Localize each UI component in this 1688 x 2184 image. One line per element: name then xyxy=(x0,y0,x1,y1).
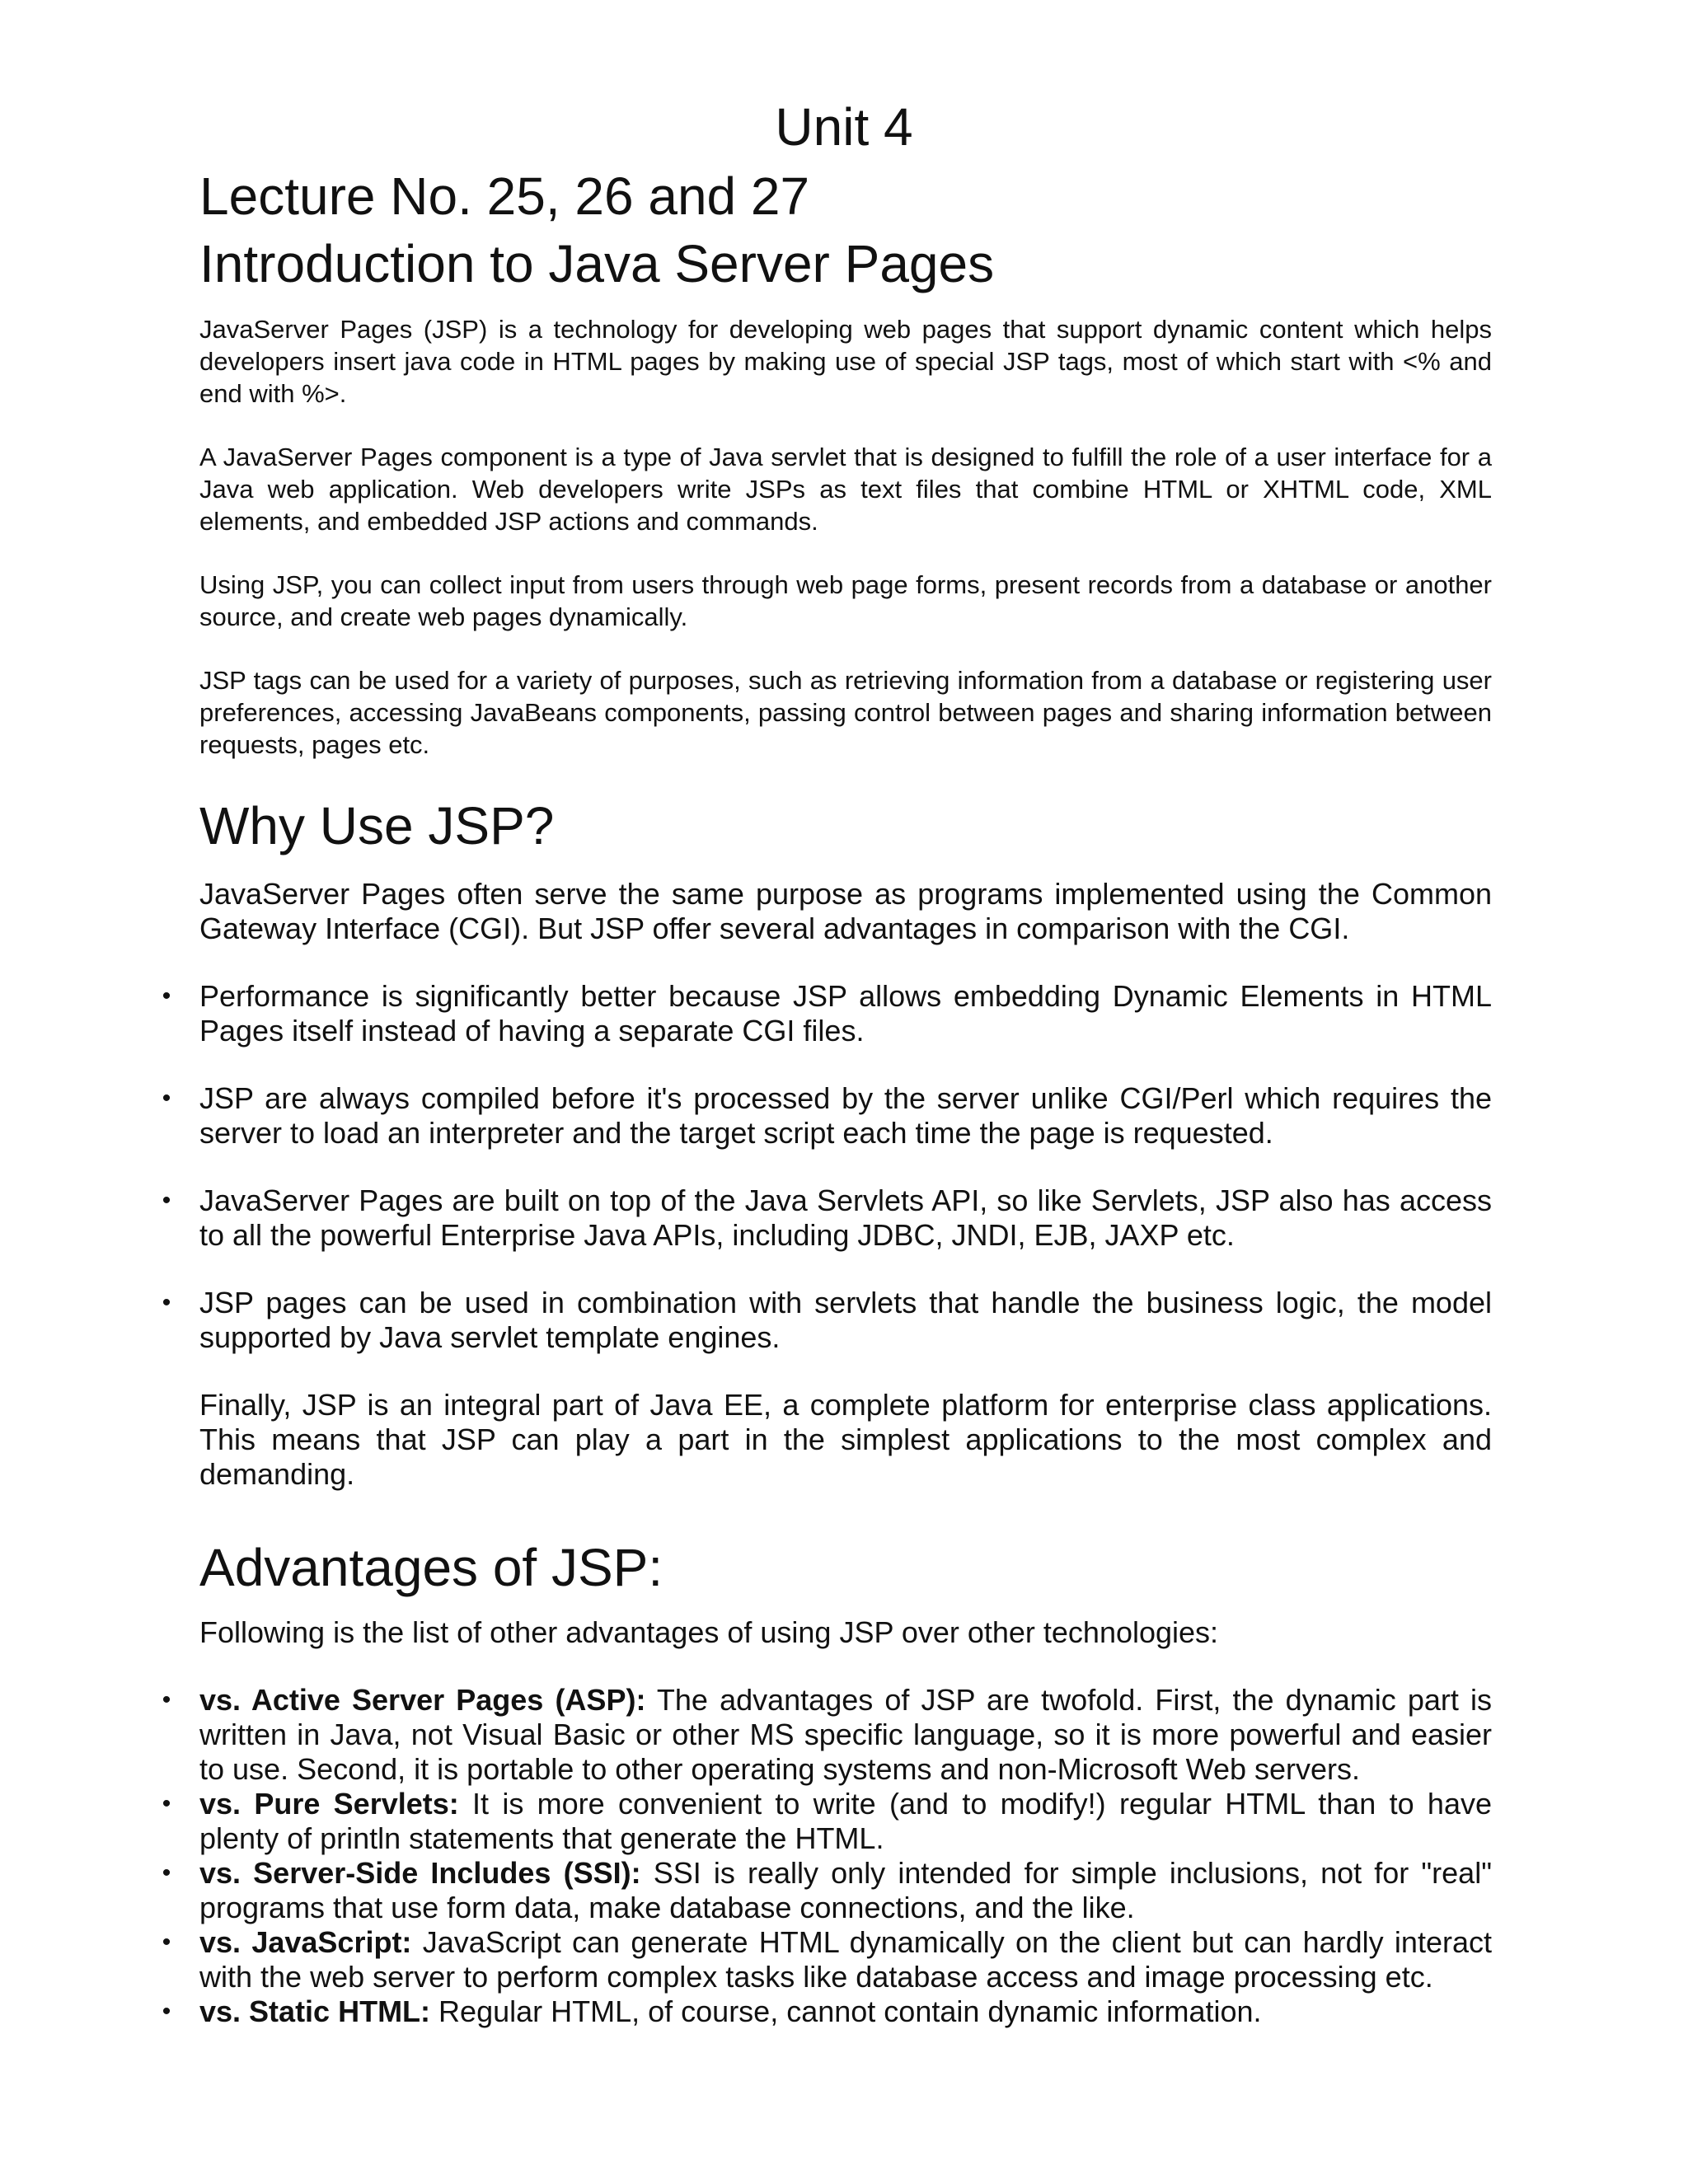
advantages-list xyxy=(162,1683,1492,2029)
bullet-icon: • xyxy=(162,1085,171,1112)
advantage-item xyxy=(162,1787,1492,1856)
intro-paragraph: A JavaServer Pages component is a type of Java servlet that is designed to fulfill the role of a user interface for a Java web application. Web developers write JSPs as text files that combine HTML or XHTML code, XML elements, and embedded JSP actions and commands. xyxy=(199,443,1492,536)
advantages-intro: Following is the list of other advantages of using JSP over other technologies: xyxy=(199,1615,1219,1649)
bullet-icon: • xyxy=(162,1859,171,1886)
bullet-icon: • xyxy=(162,1289,171,1316)
advantage-label: vs. Server-Side Includes (SSI): xyxy=(199,1856,641,1890)
why-closing: Finally, JSP is an integral part of Java EE, a complete platform for enterprise class applications. This means that JSP can play a part in the simplest applications to the most complex and demanding. xyxy=(199,1388,1492,1491)
advantage-label: vs. Active Server Pages (ASP): xyxy=(199,1683,646,1717)
advantage-item xyxy=(162,1925,1492,1994)
why-bullet-list xyxy=(162,979,1492,1355)
intro-paragraph: Using JSP, you can collect input from users through web page forms, present records from a database or another source, and create web pages dynamically. xyxy=(199,570,1492,631)
intro-section xyxy=(199,313,1492,792)
advantage-label: vs. JavaScript: xyxy=(199,1925,412,1959)
bullet-icon: • xyxy=(162,1929,171,1956)
advantage-text: It is more convenient to write (and to modify!) regular HTML than to have plenty of println statements that generate the HTML. xyxy=(199,1787,1492,1855)
why-bullet-item xyxy=(162,1183,1492,1253)
why-bullet-text: JSP pages can be used in combination with servlets that handle the business logic, the model supported by Java servlet template engines. xyxy=(199,1286,1492,1354)
advantage-text: SSI is really only intended for simple inclusions, not for "real" programs that use form data, make database connections, and the like. xyxy=(199,1856,1492,1924)
why-intro: JavaServer Pages often serve the same purpose as programs implemented using the Common Gateway Interface (CGI). But JSP offer several advantages in comparison with the CGI. xyxy=(199,877,1492,945)
intro-paragraph: JavaServer Pages (JSP) is a technology for developing web pages that support dynamic content which helps developers insert java code in HTML pages by making use of special JSP tags, most of which start with <% and end with %>. xyxy=(199,315,1492,408)
unit-title: Unit 4 xyxy=(775,97,913,157)
advantage-text: JavaScript can generate HTML dynamically on the client but can hardly interact with the web server to perform complex tasks like database access and image processing etc. xyxy=(199,1925,1492,1994)
advantage-text: Regular HTML, of course, cannot contain dynamic information. xyxy=(430,1994,1262,2028)
advantage-item xyxy=(162,1994,1492,2029)
why-bullet-text: Performance is significantly better because JSP allows embedding Dynamic Elements in HTML Pages itself instead of having a separate CGI files. xyxy=(199,979,1492,1047)
bullet-icon: • xyxy=(162,1790,171,1817)
main-title: Introduction to Java Server Pages xyxy=(199,234,995,293)
why-bullet-item xyxy=(162,1081,1492,1151)
bullet-icon: • xyxy=(162,982,171,1010)
intro-paragraph: JSP tags can be used for a variety of purposes, such as retrieving information from a database or registering user preferences, accessing JavaBeans components, passing control between pages and sharing information between requests, pages etc. xyxy=(199,666,1492,759)
why-bullet-text: JavaServer Pages are built on top of the Java Servlets API, so like Servlets, JSP also has access to all the powerful Enterprise Java APIs, including JDBC, JNDI, EJB, JAXP etc. xyxy=(199,1183,1492,1252)
why-bullet-item xyxy=(162,1286,1492,1355)
bullet-icon: • xyxy=(162,1998,171,2025)
why-section xyxy=(162,877,1492,1492)
why-bullet-item xyxy=(162,979,1492,1048)
why-heading: Why Use JSP? xyxy=(199,796,555,855)
bullet-icon: • xyxy=(162,1187,171,1214)
advantages-heading: Advantages of JSP: xyxy=(199,1538,663,1597)
bullet-icon: • xyxy=(162,1686,171,1713)
advantages-section xyxy=(162,1615,1492,2029)
lecture-title: Lecture No. 25, 26 and 27 xyxy=(199,166,810,226)
advantage-item xyxy=(162,1683,1492,1787)
advantage-item xyxy=(162,1856,1492,1925)
advantage-text: The advantages of JSP are twofold. First, the dynamic part is written in Java, not Visual Basic or other MS specific language, so it is more powerful and easier to use. Second, it is portable to other operating systems and non-Microsoft Web servers. xyxy=(199,1683,1492,1786)
advantage-label: vs. Static HTML: xyxy=(199,1994,431,2028)
advantage-label: vs. Pure Servlets: xyxy=(199,1787,459,1821)
why-bullet-text: JSP are always compiled before it's processed by the server unlike CGI/Perl which requires the server to load an interpreter and the target script each time the page is requested. xyxy=(199,1081,1492,1150)
